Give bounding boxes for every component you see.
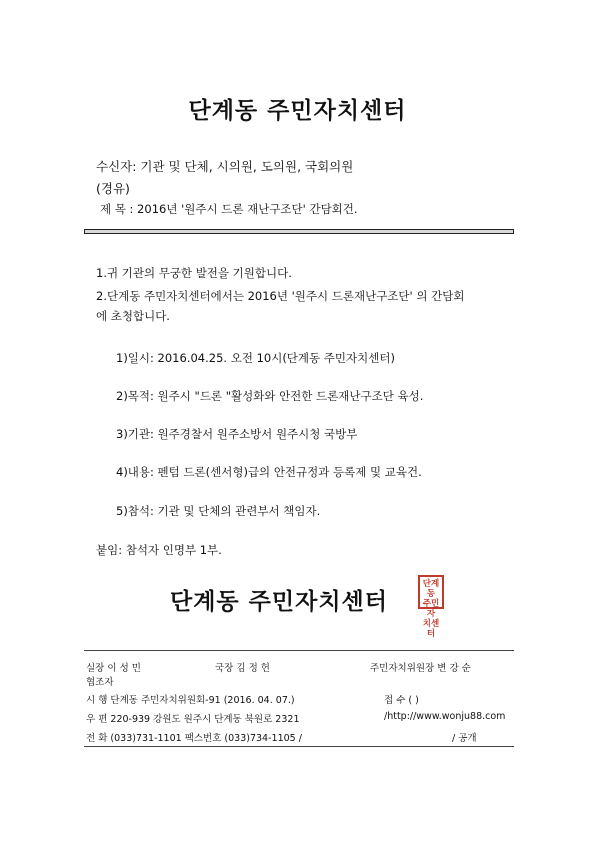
header-divider <box>84 229 514 234</box>
item-purpose: 2)목적: 원주시 "드론 "활성화와 안전한 드론재난구조단 육성. <box>116 389 424 403</box>
via-line: (경유) <box>96 181 130 196</box>
paragraph-1: 1.귀 기관의 무궁한 발전을 기원합니다. <box>96 266 292 280</box>
staff-chief: 국장 김 정 헌 <box>215 663 270 674</box>
seal-line: 단계동 <box>422 579 440 599</box>
seal-line: 주민자 <box>422 599 440 619</box>
official-seal-icon <box>418 575 444 639</box>
website-link[interactable]: /http://www.wonju88.com <box>384 711 506 722</box>
postal-address: 우 편 220-939 강원도 원주시 단계동 북원로 2321 <box>86 714 300 725</box>
item-attendees: 5)참석: 기관 및 단체의 관련부서 책임자. <box>116 504 321 518</box>
seal-line: 치센터 <box>422 619 440 639</box>
phone-fax-line: 전 화 (033)731-1101 팩스번호 (033)734-1105 / <box>86 733 302 744</box>
recipient-line: 수신자: 기관 및 단체, 시의원, 도의원, 국회의원 <box>96 159 354 174</box>
attachment-note: 붙임: 참석자 인명부 1부. <box>96 543 222 557</box>
enforcement-line: 시 행 단계동 주민자치위원회-91 (2016. 04. 07.) <box>86 695 295 706</box>
footer-bottom-divider <box>84 746 514 747</box>
document-title: 단계동 주민자치센터 <box>188 98 407 124</box>
sender-name: 단계동 주민자치센터 <box>170 589 388 615</box>
disclosure-status: / 공개 <box>452 733 477 744</box>
item-contents: 4)내용: 펜텀 드론(센서형)급의 안전규정과 등록제 및 교육건. <box>116 465 422 479</box>
item-organizations: 3)기관: 원주경찰서 원주소방서 원주시청 국방부 <box>116 427 358 441</box>
receipt-line: 접 수 ( ) <box>384 695 419 706</box>
item-date: 1)일시: 2016.04.25. 오전 10시(단계동 주민자치센터) <box>116 351 395 365</box>
paragraph-2: 2.단계동 주민자치센터에서는 2016년 '원주시 드론재난구조단' 의 간담회 <box>96 289 465 303</box>
staff-director: 실장 이 성 민 <box>86 663 141 674</box>
staff-chairman: 주민자치위원장 변 강 순 <box>370 663 471 674</box>
cooperator-label: 협조자 <box>86 677 114 688</box>
subject-line: 제 목 : 2016년 '원주시 드론 재난구조단' 간담회건. <box>100 202 358 216</box>
paragraph-2-continued: 에 초청합니다. <box>96 309 170 323</box>
footer-divider <box>84 650 514 651</box>
